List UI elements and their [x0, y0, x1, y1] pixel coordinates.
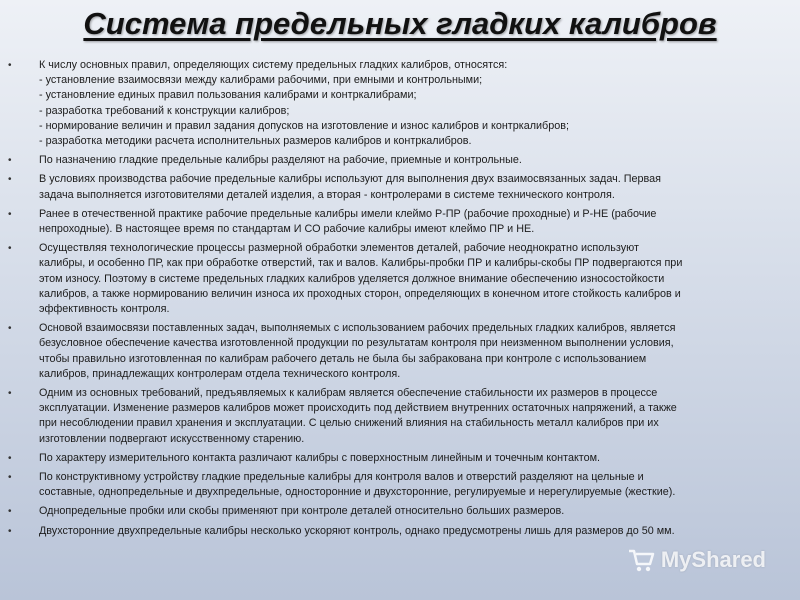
- bullet-text-line: Однопредельные пробки или скобы применяют при контроле деталей относительно больших размеров.: [39, 505, 565, 518]
- bullet-text-line: калибров, а также нормированию величин износа их проходных сторон, определяющих в конечном итоге стойкость калибров и: [39, 287, 681, 300]
- bullet-marker: •: [8, 452, 12, 464]
- bullet-text-line: калибров, принадлежащих контролерам отдела технического контроля.: [39, 367, 401, 380]
- bullet-marker: •: [8, 472, 12, 484]
- bullet-item: [8, 470, 780, 500]
- bullet-marker: •: [8, 174, 12, 186]
- bullet-marker: •: [8, 208, 12, 220]
- bullet-text-line: По конструктивному устройству гладкие предельные калибры для контроля валов и отверстий разделяют на цельные и: [39, 471, 644, 484]
- bullet-item: [8, 451, 780, 466]
- bullet-marker: •: [8, 323, 12, 335]
- bullet-marker: •: [8, 506, 12, 518]
- watermark: [627, 546, 766, 574]
- bullet-list: [8, 58, 780, 543]
- bullet-text-line: эффективность контроля.: [39, 303, 170, 316]
- bullet-text-line: эксплуатации. Изменение размеров калибров может происходить под действием внутренних остаточных напряжений, а также: [39, 402, 677, 415]
- bullet-text-line: непроходные). В настоящее время по стандартам И СО рабочие калибры имеют клеймо ПР и НЕ.: [39, 223, 535, 236]
- bullet-item: [8, 321, 780, 382]
- bullet-marker: •: [8, 155, 12, 167]
- bullet-item: [8, 207, 780, 237]
- bullet-text-line: В условиях производства рабочие предельные калибры используют для выполнения двух взаимосвязанных задач. Первая: [39, 173, 661, 186]
- bullet-text-line: этом износу. Поэтому в системе предельных гладких калибров уделяется должное внимание обеспечению износостойкости: [39, 272, 665, 285]
- bullet-text-line: Ранее в отечественной практике рабочие предельные калибры имели клеймо Р-ПР (рабочие проходные) и Р-НЕ (рабочие: [39, 207, 657, 220]
- bullet-text-line: Одним из основных требований, предъявляемых к калибрам является обеспечение стабильности их размеров в процессе: [39, 387, 658, 400]
- watermark-text: MyShared: [660, 547, 766, 572]
- bullet-text-line: составные, однопредельные и двухпредельные, односторонние и двухсторонние, регулируемые и нерегулируемые (жесткие).: [39, 486, 676, 499]
- bullet-item: [8, 172, 780, 202]
- bullet-text-line: безусловное обеспечение качества изготовленной продукции по результатам контроля при неизменном выполнении условия,: [39, 337, 674, 350]
- bullet-text-line: По характеру измерительного контакта различают калибры с поверхностным линейным и точечным контактом.: [39, 451, 601, 464]
- bullet-marker: •: [8, 243, 12, 255]
- bullet-marker: •: [8, 525, 12, 537]
- bullet-text-line: - разработка методики расчета исполнительных размеров калибров и контркалибров.: [39, 135, 472, 148]
- bullet-text-line: - разработка требований к конструкции калибров;: [39, 104, 290, 117]
- bullet-text-line: Основой взаимосвязи поставленных задач, выполняемых с использованием рабочих предельных гладких калибров, является: [39, 322, 676, 335]
- bullet-text-line: Двухсторонние двухпредельные калибры несколько ускоряют контроль, однако предусмотрены лишь для размеров до 50 мм.: [39, 524, 675, 537]
- bullet-text-line: К числу основных правил, определяющих систему предельных гладких калибров, относятся:: [39, 59, 508, 71]
- bullet-text-line: - нормирование величин и правил задания допусков на изготовление и износ калибров и контркалибров;: [39, 119, 569, 132]
- bullet-item: [8, 58, 780, 149]
- bullet-text-line: калибры, и особенно ПР, как при обработке отверстий, так и валов. Калибры-пробки ПР и калибры-скобы ПР подвергаются при: [39, 257, 683, 270]
- bullet-item: [8, 524, 780, 539]
- bullet-text-line: - установление взаимосвязи между калибрами рабочими, при емными и контрольными;: [39, 74, 483, 87]
- bullet-text-line: чтобы правильно изготовленная по калибрам рабочего деталь не была бы забракована при контроле с использованием: [39, 352, 647, 365]
- cart-icon: [627, 546, 655, 574]
- bullet-text-line: задача выполняется изготовителями деталей изделия, а вторая - контролерами в системе технического контроля.: [39, 188, 615, 201]
- bullet-text-line: - установление единых правил пользования калибрами и контркалибрами;: [39, 89, 417, 102]
- slide-title: Система предельных гладких калибров: [83, 6, 717, 41]
- bullet-item: [8, 153, 780, 168]
- bullet-marker: •: [8, 60, 12, 71]
- bullet-text-line: изготовлении подвергают искусственному старению.: [39, 432, 305, 445]
- bullet-text-line: Осуществляя технологические процессы размерной обработки элементов деталей, рабочие неоднократно используют: [39, 242, 639, 255]
- bullet-item: [8, 241, 780, 317]
- bullet-text-line: при несоблюдении правил хранения и эксплуатации. С целью снижений влияния на стабильность металл калибров при их: [39, 417, 659, 430]
- bullet-marker: •: [8, 388, 12, 400]
- bullet-item: [8, 386, 780, 447]
- bullet-text-line: По назначению гладкие предельные калибры разделяют на рабочие, приемные и контрольные.: [39, 154, 522, 167]
- bullet-item: [8, 504, 780, 519]
